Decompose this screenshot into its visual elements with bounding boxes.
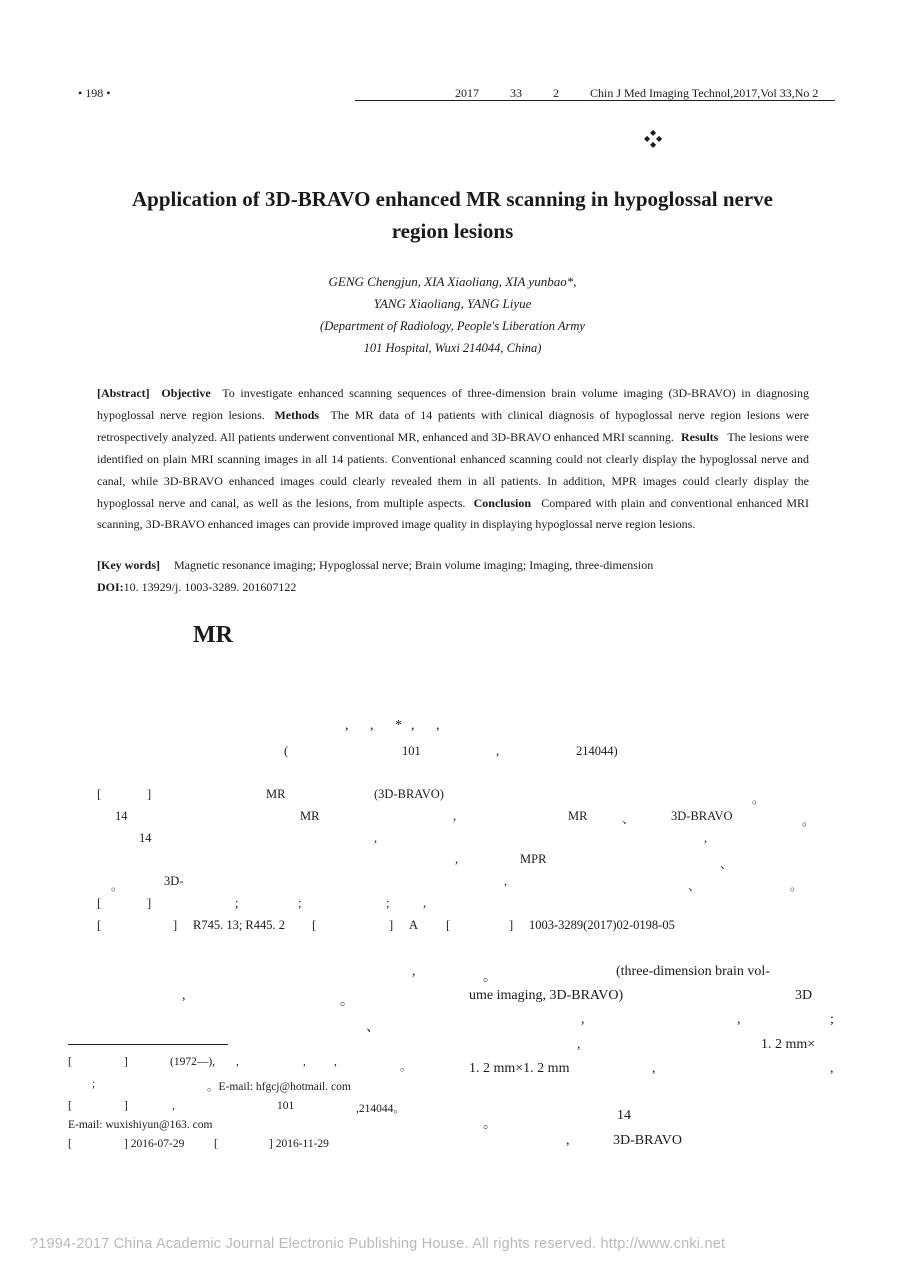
cn-abs-dunhao-2: 、 — [720, 857, 733, 871]
page-number: • 198 • — [78, 86, 111, 100]
fn-author-email: 。E-mail: hfgcj@hotmail. com — [207, 1081, 351, 1093]
chinese-authors: , , *, , — [345, 718, 449, 733]
fn-author-birth: (1972—), — [170, 1056, 216, 1068]
cn-code-close: ] — [389, 918, 394, 932]
fn-author-comma-1: , — [236, 1056, 239, 1068]
fn-author-comma-2: , — [303, 1056, 306, 1068]
cn-article-id: 1003-3289(2017)02-0198-05 — [529, 918, 675, 932]
cn-affil-comma: , — [496, 744, 500, 758]
body-left-comma-2: , — [182, 988, 186, 1003]
cn-abs-dunhao: 、 — [622, 812, 635, 826]
body-right-period: 。 — [483, 1117, 497, 1132]
conclusion-label: Conclusion — [473, 495, 531, 510]
fn-corr-close: ] — [124, 1100, 128, 1112]
keywords-text: Magnetic resonance imaging; Hypoglossal nerve; Brain volume imaging; Imaging, three-dimension — [174, 558, 654, 572]
body-right-line-1: (three-dimension brain vol- — [616, 964, 770, 979]
fn-revised-date: ] 2016-11-29 — [269, 1138, 329, 1150]
journal-citation-en: Chin J Med Imaging Technol,2017,Vol 33,No 2 — [590, 86, 819, 100]
results-text: The lesions were identified on plain MRI scanning images in all 14 patients. Conventional enhanced scanning could not clearly display the hypoglossal nerve and canal, while 3D-BRAVO enhanced images could clearly revealed them in all patients. In addition, MPR images could clearly display the hypoglossal nerve and canal, as well as the lesions, from multiple aspects. — [97, 429, 809, 510]
cn-abs-period-4: 。 — [790, 879, 803, 893]
cn-clc-open: [ — [97, 918, 102, 932]
chinese-title: MR — [193, 622, 233, 648]
affiliation-line-1: (Department of Radiology, People's Liberation Army — [320, 319, 585, 333]
english-keywords — [97, 558, 653, 573]
body-right-dimension-2: 1. 2 mm×1. 2 mm — [469, 1061, 570, 1076]
cn-kw-comma: , — [423, 896, 427, 910]
fn-author-open: [ — [68, 1056, 72, 1068]
cn-abs-bracket-open: [ — [97, 787, 102, 801]
cn-abs-3d: 3D- — [164, 874, 184, 888]
body-right-comma-4: , — [652, 1061, 656, 1076]
cn-clc-close: ] — [173, 918, 178, 932]
body-right-line-2a: ume imaging, 3D-BRAVO) — [469, 988, 624, 1003]
cn-affil-open: ( — [284, 744, 289, 758]
fn-corr-postcode: ,214044。 — [356, 1103, 405, 1115]
fn-author-comma-3: , — [334, 1056, 337, 1068]
fn-author-close: ] — [124, 1056, 128, 1068]
cn-code-open: [ — [312, 918, 317, 932]
body-left-period-1: 。 — [483, 970, 497, 985]
authors-line-1: GENG Chengjun, XIA Xiaoliang, XIA yunbao*, — [328, 274, 577, 289]
body-left-dunhao: 、 — [366, 1020, 380, 1035]
cn-article-open: [ — [446, 918, 451, 932]
cn-abs-14: 14 — [115, 809, 128, 823]
cn-abs-bracket-close: ] — [147, 787, 152, 801]
fn-revised-open: [ — [214, 1138, 218, 1150]
body-right-comma-6: , — [566, 1133, 570, 1148]
cn-abs-period-3: 。 — [111, 879, 124, 893]
cn-kw-open: [ — [97, 896, 102, 910]
copyright-notice: ?1994-2017 China Academic Journal Electronic Publishing House. All rights reserved. http://www.cnki.net — [30, 1236, 726, 1252]
body-right-3dbravo: 3D-BRAVO — [613, 1133, 682, 1148]
cn-kw-sep-3: ; — [386, 896, 390, 910]
footnote-rule — [68, 1044, 228, 1045]
body-right-semicolon: ; — [830, 1012, 834, 1027]
body-right-comma-1: , — [581, 1012, 585, 1027]
fn-email-semicolon: ; — [92, 1078, 96, 1090]
conclusion-text: Compared with plain and conventional enhanced MRI scanning, 3D-BRAVO enhanced images can provide improved image quality in displaying hypoglossal nerve region lesions. — [97, 495, 809, 532]
cn-affil-postcode: 214044) — [576, 744, 618, 758]
body-right-14: 14 — [617, 1108, 631, 1123]
journal-volume: 33 — [510, 86, 522, 100]
objective-text: To investigate enhanced scanning sequences of three-dimension brain volume imaging (3D-BRAVO) in diagnosing hypoglossal nerve region lesions. — [97, 386, 810, 422]
cn-clc-number: R745. 13; R445. 2 — [193, 918, 286, 932]
cn-document-code: A — [409, 918, 419, 932]
english-abstract — [97, 383, 809, 536]
body-right-comma-2: , — [737, 1012, 741, 1027]
header-rule — [355, 100, 835, 101]
cn-abs-comma-3: , — [704, 831, 708, 845]
body-right-dimension-1: 1. 2 mm× — [761, 1037, 816, 1052]
affiliation-line-2: 101 Hospital, Wuxi 214044, China) — [363, 341, 542, 355]
paper-title: Application of 3D-BRAVO enhanced MR scanning in hypoglossal nerve region lesions — [132, 187, 773, 243]
cn-abs-3dbravo: (3D-BRAVO) — [374, 787, 444, 801]
fn-corr-comma: , — [172, 1100, 175, 1112]
doi-value: 10. 13929/j. 1003-3289. 201607122 — [123, 580, 297, 594]
fn-author-period: 。 — [400, 1061, 412, 1073]
cn-abs-period: 。 — [752, 792, 765, 806]
cn-article-close: ] — [509, 918, 514, 932]
cn-kw-sep-2: ; — [298, 896, 302, 910]
cn-abs-period-2: 。 — [802, 814, 815, 828]
cn-abs-comma-4: , — [455, 852, 459, 866]
fn-received-open: [ — [68, 1138, 72, 1150]
abstract-label: [Abstract] — [97, 386, 150, 400]
cn-abs-dunhao-3: 、 — [688, 879, 701, 893]
fn-corr-open: [ — [68, 1100, 72, 1112]
cn-abs-comma-2: , — [374, 831, 378, 845]
methods-label: Methods — [274, 407, 320, 422]
journal-citation — [455, 86, 818, 101]
authors-line-2: YANG Xiaoliang, YANG Liyue — [373, 296, 532, 311]
journal-year: 2017 — [455, 86, 479, 100]
cn-abs-14-2: 14 — [139, 831, 152, 845]
cn-abs-comma-5: , — [504, 874, 508, 888]
body-right-comma-3: , — [577, 1037, 581, 1052]
cn-affil-number: 101 — [402, 744, 421, 758]
cn-abs-3dbravo-2: 3D-BRAVO — [671, 809, 733, 823]
doi-label: DOI: — [97, 580, 124, 594]
fn-corr-101: 101 — [277, 1100, 295, 1112]
objective-label: Objective — [161, 386, 211, 400]
keywords-label: [Key words] — [97, 558, 160, 572]
results-label: Results — [681, 429, 719, 444]
cn-abs-mr: MR — [266, 787, 286, 801]
cn-kw-sep-1: ; — [235, 896, 239, 910]
cn-abs-mr-2: MR — [300, 809, 320, 823]
journal-issue: 2 — [553, 86, 559, 100]
methods-text: The MR data of 14 patients with clinical diagnosis of hypoglossal nerve region lesions were retrospectively analyzed. All patients underwent conventional MR, enhanced and 3D-BRAVO enhanced MRI scanning. — [97, 407, 809, 444]
fn-received-date: ] 2016-07-29 — [124, 1138, 185, 1150]
cn-abs-mpr: MPR — [520, 852, 547, 866]
body-right-comma-5: , — [830, 1061, 834, 1076]
four-diamonds-icon: ◆ ◆ ◆ ◆ — [644, 128, 661, 149]
doi — [97, 580, 296, 595]
body-left-period-2: 。 — [340, 994, 354, 1009]
cn-kw-close: ] — [147, 896, 152, 910]
cn-abs-mr-3: MR — [568, 809, 588, 823]
body-left-comma-1: , — [412, 964, 416, 979]
cn-abs-comma: , — [453, 809, 457, 823]
body-right-line-2b: 3D — [795, 988, 813, 1003]
fn-corr-email: E-mail: wuxishiyun@163. com — [68, 1119, 213, 1131]
